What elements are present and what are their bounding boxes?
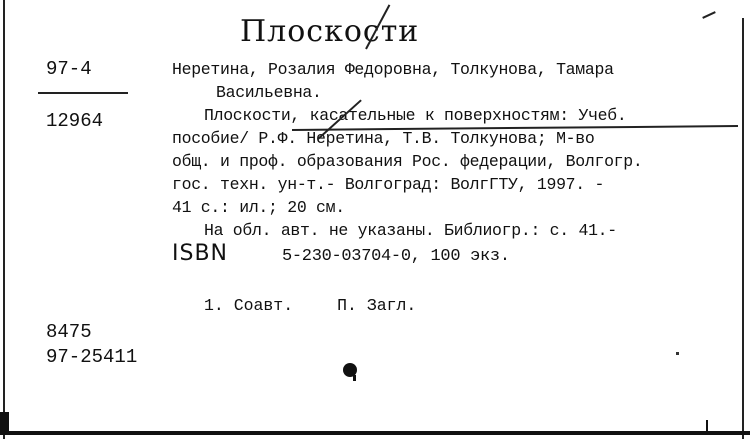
card-bottom-tick: [706, 420, 708, 432]
handwritten-heading: Плоскости: [240, 14, 420, 49]
imprint-line: гос. техн. ун-т.- Волгоград: ВолгГТУ, 1997. -: [172, 175, 605, 194]
card-corner-mark: [0, 412, 9, 432]
title-line: Плоскости, касательные к поверхностям: Учеб.: [204, 106, 627, 125]
responsibility-line: пособие/ Р.Ф. Неретина, Т.В. Толкунова; М-во: [172, 129, 595, 148]
authors-line-continued: Васильевна.: [216, 83, 322, 102]
card-bottom-border: [0, 431, 750, 435]
card-right-border: [742, 18, 744, 439]
pen-mark: [702, 11, 716, 19]
scan-speck: [676, 352, 679, 355]
call-number-divider: [38, 92, 128, 94]
isbn-value: 5-230-03704-0, 100 экз.: [282, 247, 510, 266]
tracing-title: П. Загл.: [337, 296, 417, 315]
bibliographic-record: [172, 58, 732, 269]
call-number: 97-4: [46, 58, 92, 80]
card-left-border: [3, 0, 5, 439]
registration-number: 97-25411: [46, 346, 138, 368]
ink-blot-tail: [353, 375, 356, 381]
publisher-line: общ. и проф. образования Рос. федерации, Волгогр.: [172, 152, 643, 171]
authors-line: Неретина, Розалия Федоровна, Толкунова, Тамара: [172, 60, 614, 79]
tracings: [204, 296, 416, 315]
isbn-label: ISBN: [172, 241, 229, 266]
physical-description-line: 41 с.: ил.; 20 см.: [172, 198, 345, 217]
notes-line: На обл. авт. не указаны. Библиогр.: с. 41.-: [204, 221, 617, 240]
inventory-number: 8475: [46, 321, 92, 343]
accession-number: 12964: [46, 110, 104, 132]
isbn-line: [172, 242, 732, 269]
tracing-coauthor: 1. Соавт.: [204, 296, 294, 315]
